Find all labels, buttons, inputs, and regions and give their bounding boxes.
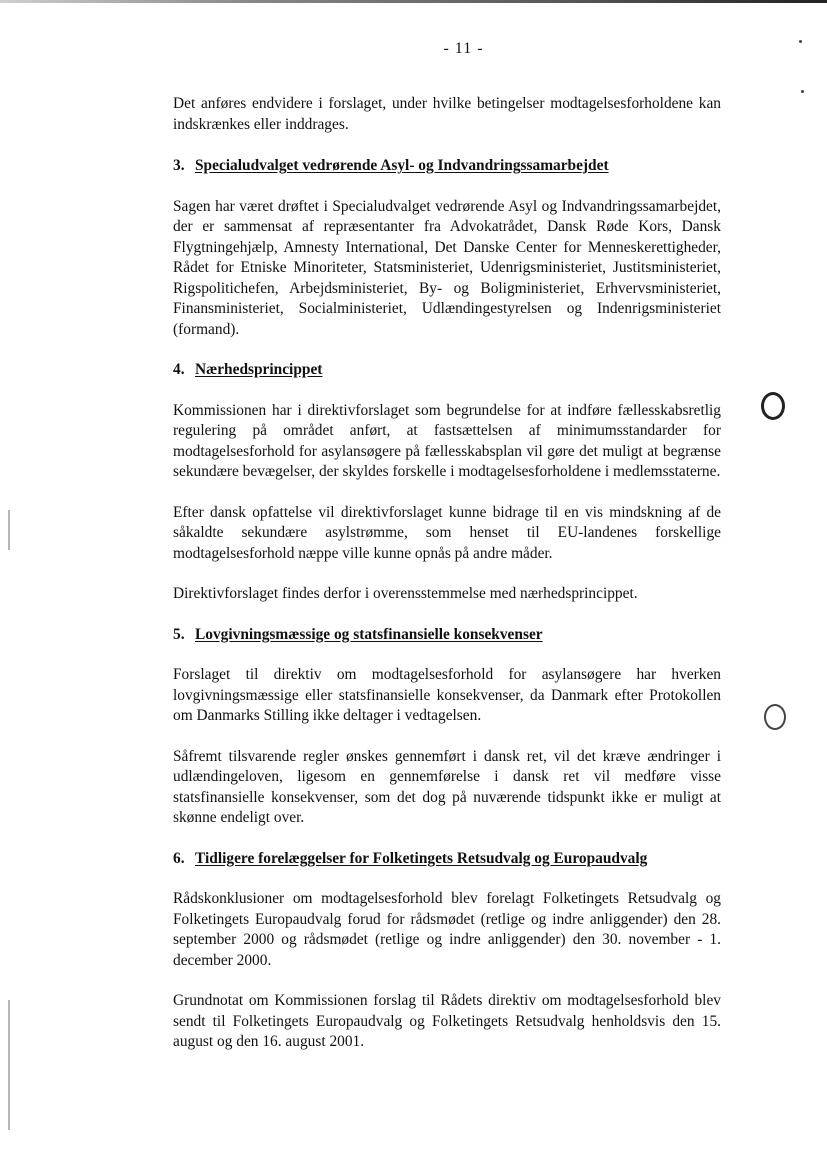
punch-hole-icon <box>761 392 785 420</box>
scan-edge-mark <box>8 510 10 550</box>
punch-hole-icon <box>764 704 786 730</box>
scan-speck <box>799 40 802 43</box>
section-heading-3 <box>173 156 721 177</box>
document-body <box>173 94 721 1053</box>
intro-paragraph: Det anføres endvidere i forslaget, under hvilke betingelser modtagelsesforholdene kan indskrænkes eller inddrages. <box>173 95 721 133</box>
section-number: 5. <box>173 625 185 643</box>
section-title: Lovgivningsmæssige og statsfinansielle konsekvenser <box>195 625 543 643</box>
scan-edge-mark <box>8 1000 10 1130</box>
section-title: Nærhedsprincippet <box>195 361 323 378</box>
section-5-paragraph-1: Forslaget til direktiv om modtagelsesforhold for asylansøgere har hverken lovgivningsmæssige eller statsfinansielle konsekvenser, da Danmark efter Protokollen om Danmarks Stilling ikke deltager i vedtagelsen. <box>173 666 721 724</box>
section-number: 4. <box>173 361 185 378</box>
section-title: Tidligere forelæggelser for Folketingets Retsudvalg og Europaudvalg <box>195 849 648 867</box>
section-4-paragraph-1: Kommissionen har i direktivforslaget som begrundelse for at indføre fællesskabsretlig regulering på området anført, at fastsættelsen af minimumsstandarder for modtagelsesforhold for asylansøgere på fællesskabsplan vil gøre det muligt at begrænse sekundære bevægelser, der skyldes forskelle i modtagelsesforholdene i medlemsstaterne. <box>173 401 721 480</box>
section-number: 6. <box>173 849 185 867</box>
scan-speck <box>801 90 804 93</box>
page-number: - 11 - <box>443 40 484 57</box>
section-4-paragraph-3: Direktivforslaget findes derfor i overensstemmelse med nærhedsprincippet. <box>173 585 638 602</box>
section-4-paragraph-2: Efter dansk opfattelse vil direktivforslaget kunne bidrage til en vis mindskning af de såkaldte sekundære asylstrømme, som henset til EU-landenes forskellige modtagelsesforhold næppe ville kunne opnås på andre måder. <box>173 503 721 562</box>
section-heading-4 <box>173 360 721 381</box>
section-heading-6 <box>173 849 721 870</box>
section-5-paragraph-2: Såfremt tilsvarende regler ønskes gennemført i dansk ret, vil det kræve ændringer i udlændingeloven, ligesom en gennemførelse i dansk ret vil medføre visse statsfinansielle konsekvenser, som det dog på nuværende tidspunkt ikke er muligt at skønne endeligt over. <box>173 747 721 826</box>
section-6-paragraph-1: Rådskonklusioner om modtagelsesforhold blev forelagt Folketingets Retsudvalg og Folketingets Europaudvalg forud for rådsmødet (retlige og indre anliggender) den 28. september 2000 og rådsmødet (retlige og indre anliggender) den 30. november - 1. december 2000. <box>173 890 721 969</box>
section-number: 3. <box>173 157 185 174</box>
section-heading-5 <box>173 625 721 646</box>
section-title: Specialudvalget vedrørende Asyl- og Indvandringssamarbejdet <box>195 157 609 174</box>
section-3-paragraph: Sagen har været drøftet i Specialudvalget vedrørende Asyl og Indvandringssamarbejdet, der er sammensat af repræsentanter fra Advokatrådet, Dansk Røde Kors, Dansk Flygtningehjælp, Amnesty International, Det Danske Center for Menneskerettigheder, Rådet for Etniske Minoriteter, Statsministeriet, Udenrigsministeriet, Justitsministeriet, Rigspolitichefen, Arbejdsministeriet, By- og Boligministeriet, Erhvervsministeriet, Finansministeriet, Socialministeriet, Udlændingestyrelsen og Indenrigsministeriet (formand). <box>173 197 721 338</box>
scan-top-edge <box>0 0 827 3</box>
section-6-paragraph-2: Grundnotat om Kommissionen forslag til Rådets direktiv om modtagelsesforhold blev sendt til Folketingets Europaudvalg og Folketingets Retsudvalg henholdsvis den 15. august og den 16. august 2001. <box>173 992 721 1050</box>
